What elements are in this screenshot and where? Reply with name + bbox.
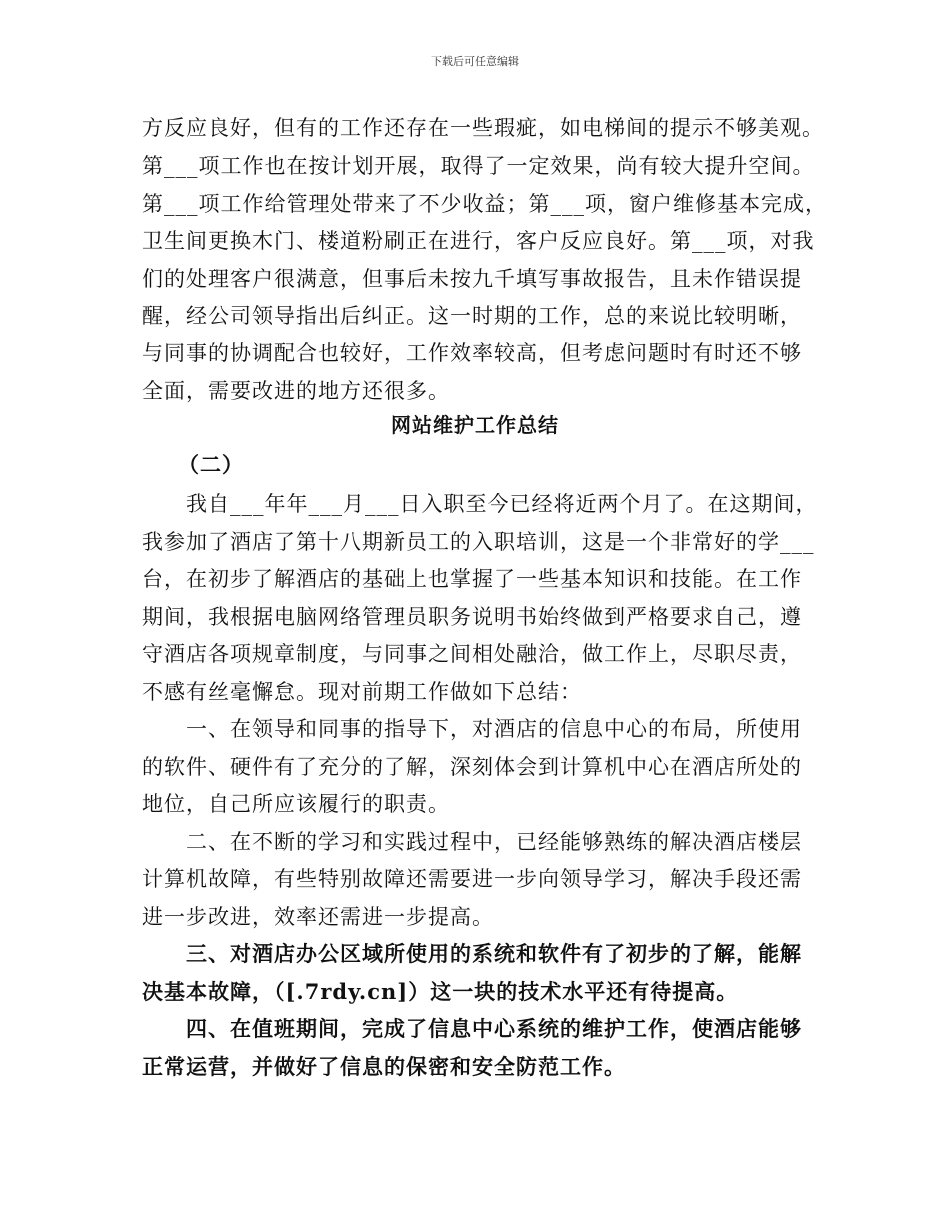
section-subtitle: （二）	[178, 452, 244, 477]
list-item-line: 进一步改进，效率还需进一步提高。	[142, 905, 494, 929]
paragraph-line: 第___项工作给管理处带来了不少收益；第___项，窗户维修基本完成，	[142, 192, 827, 216]
list-item-line: 一、在领导和同事的指导下，对酒店的信息中心的布局，所使用	[186, 717, 802, 741]
paragraph-line: 卫生间更换木门、楼道粉刷正在进行，客户反应良好。第___项，对我	[142, 229, 815, 253]
paragraph-line: 与同事的协调配合也较好，工作效率较高，但考虑问题时有时还不够	[142, 341, 802, 365]
list-item-line: 正常运营，并做好了信息的保密和安全防范工作。	[142, 1054, 626, 1079]
list-item-line: 四、在值班期间，完成了信息中心系统的维护工作，使酒店能够	[186, 1016, 802, 1041]
paragraph-line: 守酒店各项规章制度，与同事之间相处融洽，做工作上，尽职尽责，	[142, 642, 802, 666]
paragraph-line: 醒，经公司领导指出后纠正。这一时期的工作，总的来说比较明晰，	[142, 304, 802, 328]
list-item-line: 决基本故障，（[.7rdy.cn]）这一块的技术水平还有待提高。	[142, 979, 739, 1004]
paragraph-line: 方反应良好，但有的工作还存在一些瑕疵，如电梯间的提示不够美观。	[142, 116, 824, 140]
list-item-line: 二、在不断的学习和实践过程中，已经能够熟练的解决酒店楼层	[186, 830, 802, 854]
paragraph-line: 不感有丝毫懈怠。现对前期工作做如下总结：	[142, 680, 582, 704]
paragraph-line: 期间，我根据电脑网络管理员职务说明书始终做到严格要求自己，遵	[142, 605, 802, 629]
list-item-line: 三、对酒店办公区域所使用的系统和软件有了初步的了解，能解	[186, 941, 802, 966]
document-title: 网站维护工作总结	[391, 413, 559, 437]
paragraph-line: 全面，需要改进的地方还很多。	[142, 379, 450, 403]
list-item-line: 计算机故障，有些特别故障还需要进一步向领导学习，解决手段还需	[142, 867, 802, 891]
page-header: 下载后可任意编辑	[431, 55, 519, 68]
paragraph-line: 第___项工作也在按计划开展，取得了一定效果，尚有较大提升空间。	[142, 154, 815, 178]
paragraph-line: 们的处理客户很满意，但事后未按九千填写事故报告，且未作错误提	[142, 267, 802, 291]
list-item-line: 的软件、硬件有了充分的了解，深刻体会到计算机中心在酒店所处的	[142, 755, 802, 779]
paragraph-line: 我参加了酒店了第十八期新员工的入职培训，这是一个非常好的学___	[142, 530, 815, 554]
paragraph-line: 台，在初步了解酒店的基础上也掌握了一些基本知识和技能。在工作	[142, 567, 802, 591]
list-item-line: 地位，自己所应该履行的职责。	[142, 792, 450, 816]
paragraph-line: 我自___年年___月___日入职至今已经将近两个月了。在这期间，	[186, 492, 818, 516]
